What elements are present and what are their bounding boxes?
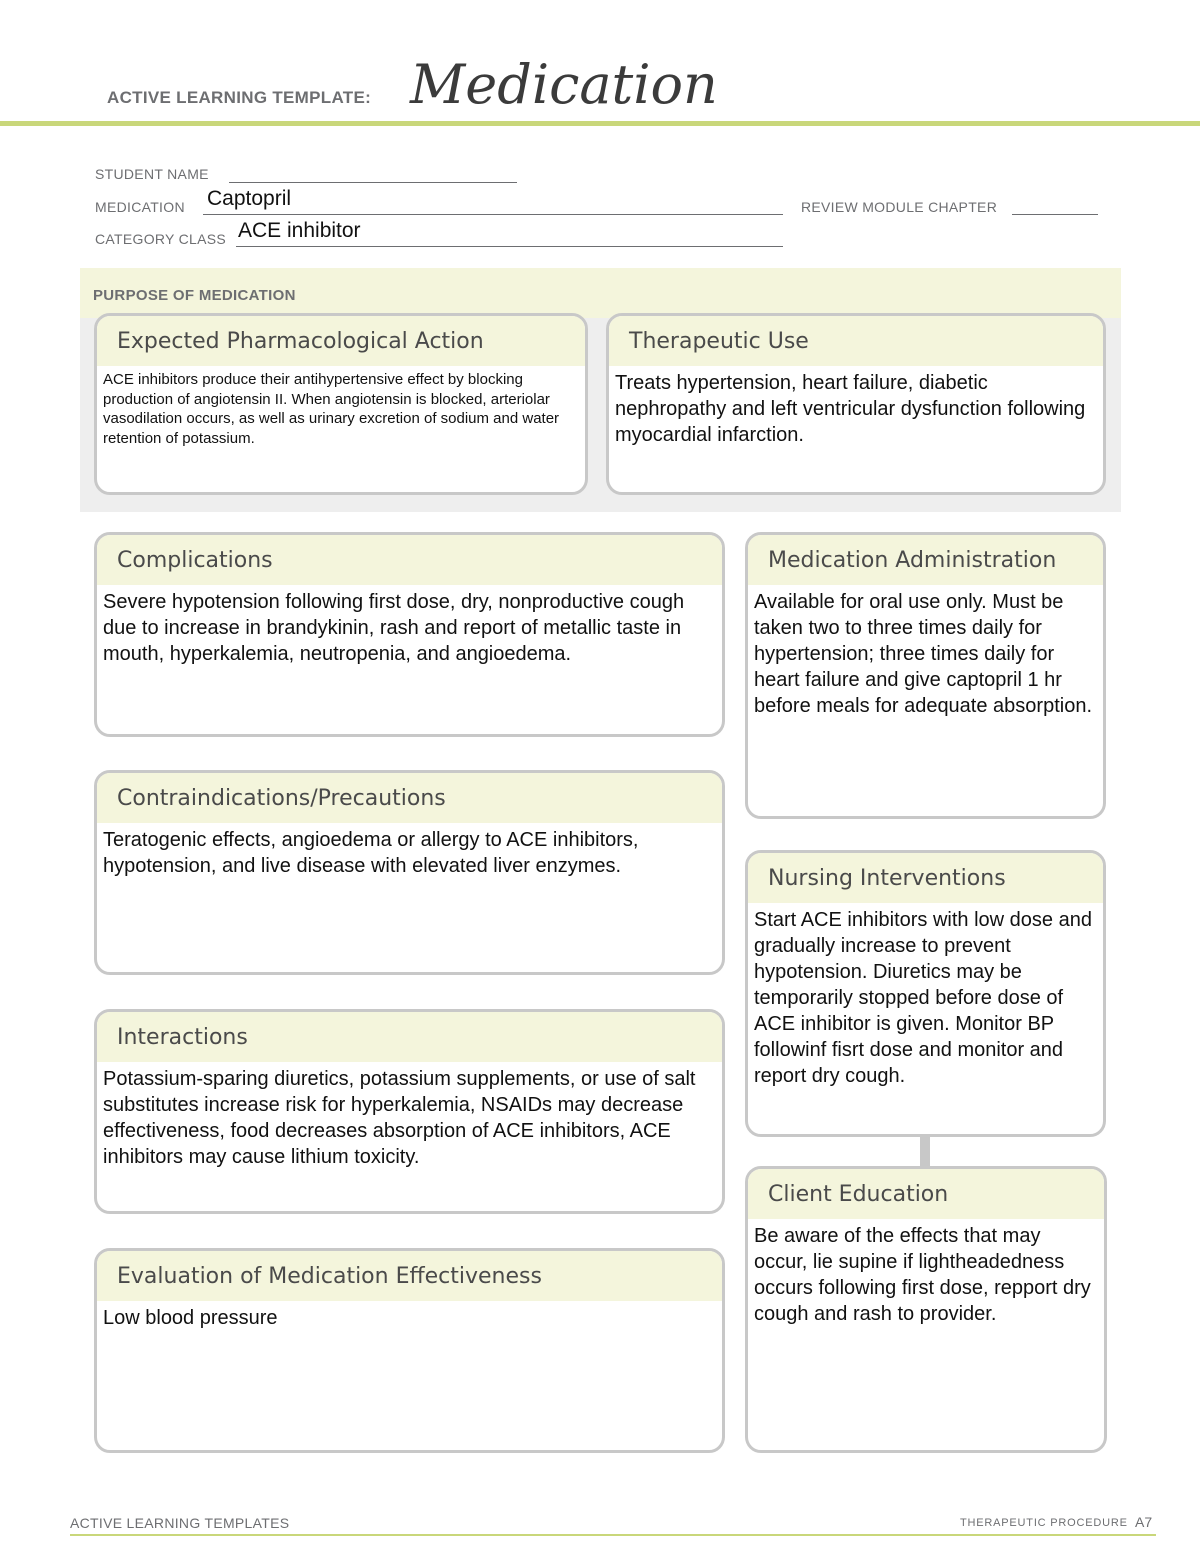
medication-line	[203, 214, 783, 215]
student-name-line	[229, 182, 517, 183]
evaluation-box	[94, 1248, 725, 1453]
therapeutic-use-text[interactable]: Treats hypertension, heart failure, diabetic nephropathy and left ventricular dysfunction following myocardial infarction.	[615, 372, 1086, 446]
category-class-label: CATEGORY CLASS	[95, 231, 227, 247]
therapeutic-use-box	[606, 313, 1106, 495]
box-connector	[920, 1135, 930, 1167]
student-name-label: STUDENT NAME	[95, 166, 209, 182]
expected-action-text[interactable]: ACE inhibitors produce their antihypertensive effect by blocking production of angiotensin II. When angiotensin is blocked, arteriolar vasodilation occurs, as well as urinary excretion of sodium and water retention of potassium.	[103, 371, 560, 447]
administration-title: Medication Administration	[748, 535, 1103, 585]
footer-left: ACTIVE LEARNING TEMPLATES	[70, 1515, 290, 1531]
header-rule	[0, 121, 1200, 126]
administration-box	[745, 532, 1106, 819]
footer-right: THERAPEUTIC PROCEDURE	[960, 1517, 1128, 1529]
education-box	[745, 1166, 1107, 1453]
education-title: Client Education	[748, 1169, 1104, 1219]
medication-field[interactable]: Captopril	[207, 187, 292, 210]
evaluation-title: Evaluation of Medication Effectiveness	[97, 1251, 722, 1301]
therapeutic-use-title: Therapeutic Use	[609, 316, 1103, 366]
template-label: ACTIVE LEARNING TEMPLATE:	[107, 88, 372, 107]
purpose-title: PURPOSE OF MEDICATION	[93, 287, 296, 304]
nursing-text[interactable]: Start ACE inhibitors with low dose and gradually increase to prevent hypotension. Diuretics may be temporarily stopped before dose of ACE inhibitor is given. Monitor BP followinf fisrt dose and monitor and report dry cough.	[754, 909, 1092, 1087]
page-number: A7	[1135, 1514, 1153, 1530]
nursing-title: Nursing Interventions	[748, 853, 1103, 903]
expected-action-box	[94, 313, 588, 495]
education-text[interactable]: Be aware of the effects that may occur, lie supine if lightheadedness occurs following first dose, repport dry cough and rash to provider.	[754, 1225, 1091, 1325]
template-name: Medication	[410, 53, 718, 116]
medication-label: MEDICATION	[95, 199, 185, 215]
review-module-label: REVIEW MODULE CHAPTER	[801, 199, 998, 215]
contraindications-text[interactable]: Teratogenic effects, angioedema or allergy to ACE inhibitors, hypotension, and live disease with elevated liver enzymes.	[103, 829, 639, 877]
interactions-title: Interactions	[97, 1012, 722, 1062]
contraindications-title: Contraindications/Precautions	[97, 773, 722, 823]
nursing-box	[745, 850, 1106, 1137]
footer-rule	[70, 1534, 1156, 1536]
administration-text[interactable]: Available for oral use only. Must be taken two to three times daily for hypertension; three times daily for heart failure and give captopril 1 hr before meals for adequate absorption.	[754, 591, 1092, 717]
expected-action-title: Expected Pharmacological Action	[97, 316, 585, 366]
contraindications-box	[94, 770, 725, 975]
evaluation-text[interactable]: Low blood pressure	[103, 1307, 278, 1329]
complications-box	[94, 532, 725, 737]
interactions-text[interactable]: Potassium-sparing diuretics, potassium supplements, or use of salt substitutes increase risk for hyperkalemia, NSAIDs may decrease effectiveness, food decreases absorption of ACE inhibitors, ACE inhibitors may cause lithium toxicity.	[103, 1068, 696, 1168]
complications-text[interactable]: Severe hypotension following first dose, dry, nonproductive cough due to increase in brandykinin, rash and report of metallic taste in mouth, hyperkalemia, neutropenia, and angioedema.	[103, 591, 685, 665]
complications-title: Complications	[97, 535, 722, 585]
interactions-box	[94, 1009, 725, 1214]
review-module-line	[1012, 214, 1098, 215]
category-class-field[interactable]: ACE inhibitor	[238, 219, 361, 242]
category-class-line	[236, 246, 783, 247]
